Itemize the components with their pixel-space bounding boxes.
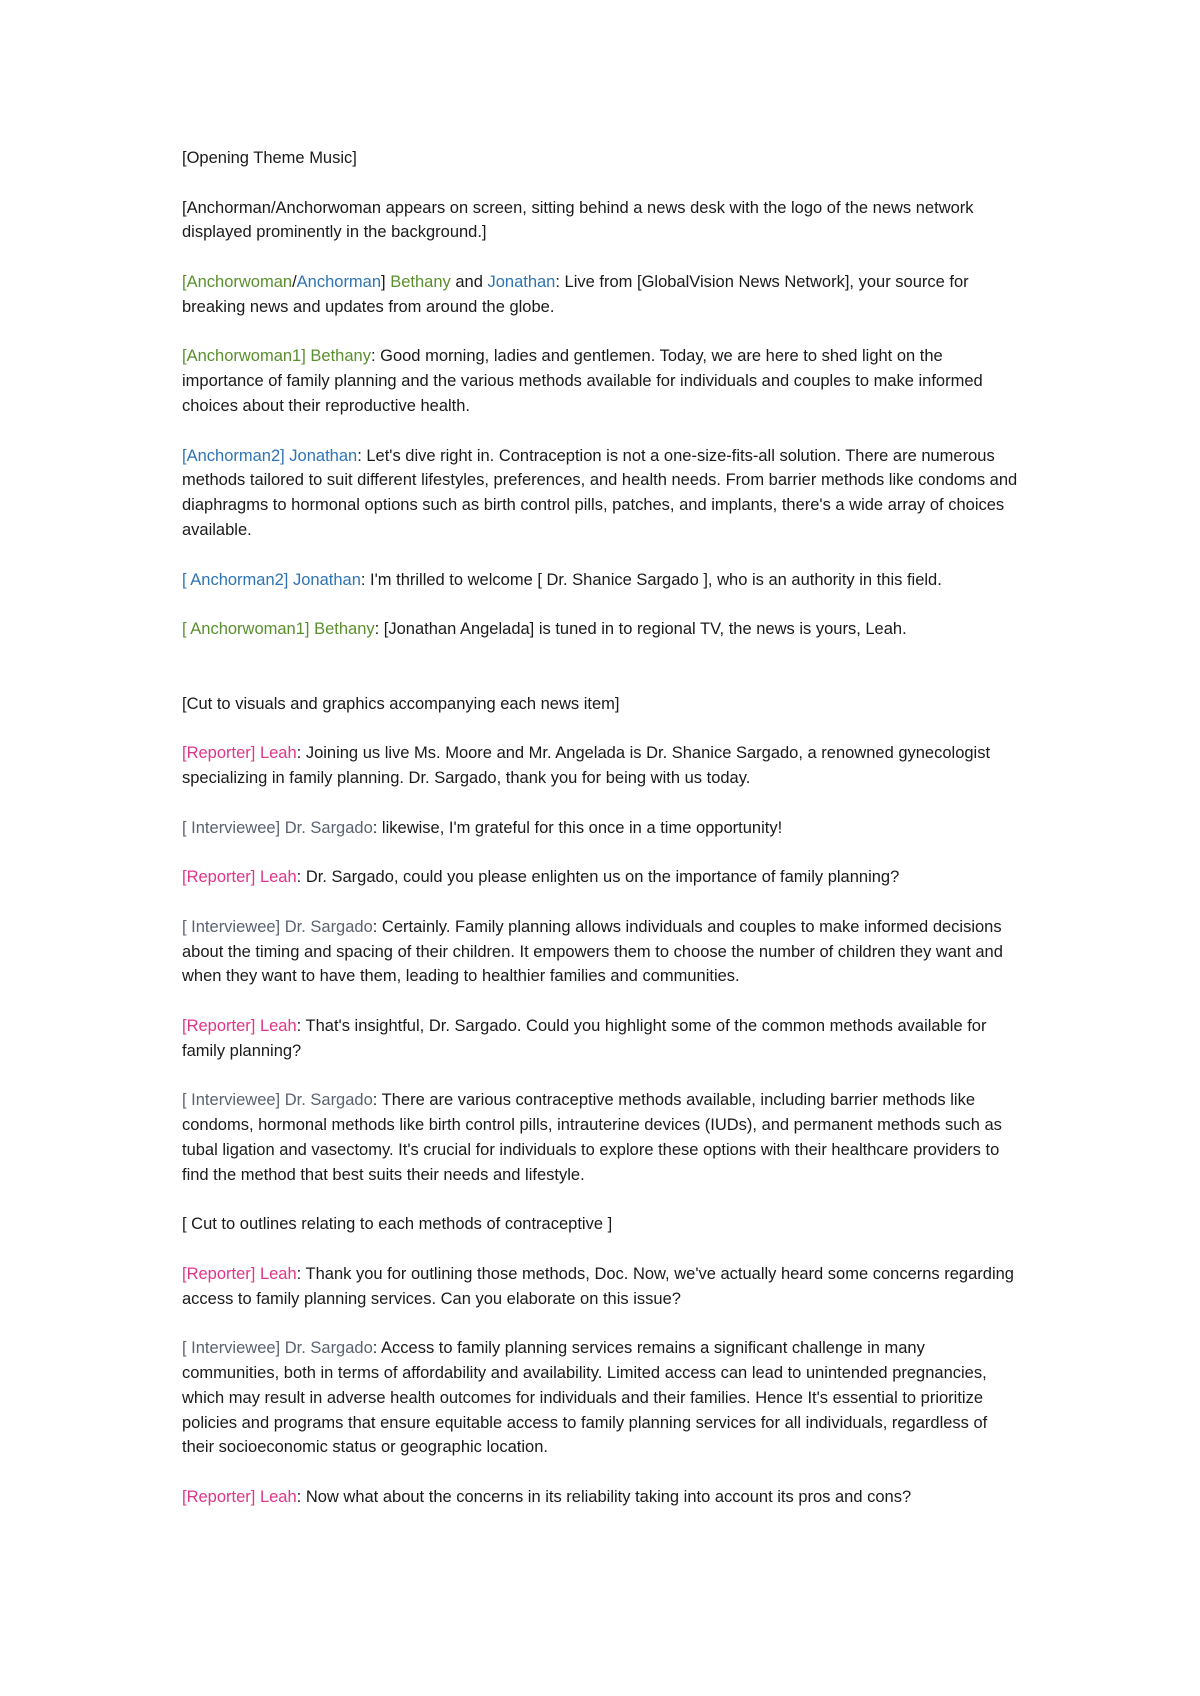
speaker-label-reporter: [Reporter] Leah xyxy=(182,1016,297,1035)
script-paragraph xyxy=(182,816,1022,841)
dialogue-text: [Anchorman/Anchorwoman appears on screen, sitting behind a news desk with the logo of the news network displayed prominently in the background.] xyxy=(182,198,974,242)
dialogue-text: : Now what about the concerns in its reliability taking into account its pros and cons? xyxy=(296,1488,912,1507)
speaker-label-reporter: [Reporter] Leah xyxy=(182,1264,297,1283)
dialogue-text: / xyxy=(292,272,297,291)
script-paragraph xyxy=(182,344,1022,418)
script-paragraph xyxy=(182,1212,1022,1237)
script-paragraph xyxy=(182,1262,1022,1312)
dialogue-text: : Access to family planning services remains a significant challenge in many communities, both in terms of affordability and availability. Limited access can lead to unintended pregnancies, which may result in adverse health outcomes for individuals and their families. Hence It's essential to prioritize policies and programs that ensure equitable access to family planning services for all individuals, regardless of their socioeconomic status or geographic location. xyxy=(182,1339,988,1457)
script-paragraph xyxy=(182,568,1022,593)
speaker-label-anchorwoman: [Anchorwoman1] Bethany xyxy=(182,347,371,366)
dialogue-text: [Opening Theme Music] xyxy=(182,149,357,167)
dialogue-text: : Dr. Sargado, could you please enlighten us on the importance of family planning? xyxy=(296,868,900,887)
dialogue-text: [ Cut to outlines relating to each methods of contraceptive ] xyxy=(182,1215,613,1234)
script-paragraph xyxy=(182,1088,1022,1187)
speaker-label-anchorwoman: Bethany xyxy=(390,272,451,291)
script-paragraph xyxy=(182,270,1022,320)
speaker-label-anchorman: Jonathan xyxy=(487,272,556,291)
script-paragraph xyxy=(182,444,1022,543)
speaker-label-anchorwoman: [ Anchorwoman1] Bethany xyxy=(182,620,375,639)
dialogue-text: : That's insightful, Dr. Sargado. Could you highlight some of the common methods available for family planning? xyxy=(182,1016,987,1060)
script-paragraph xyxy=(182,1485,1022,1510)
speaker-label-anchorman: [Anchorman2] Jonathan xyxy=(182,446,358,465)
script-paragraph xyxy=(182,741,1022,791)
speaker-label-reporter: [Reporter] Leah xyxy=(182,1488,297,1507)
dialogue-text: ] xyxy=(381,272,391,291)
speaker-label-anchorwoman: [Anchorwoman xyxy=(182,272,293,291)
script-paragraph xyxy=(182,915,1022,989)
dialogue-text: : [Jonathan Angelada] is tuned in to regional TV, the news is yours, Leah. xyxy=(374,620,907,639)
dialogue-text: [Cut to visuals and graphics accompanying each news item] xyxy=(182,694,620,713)
dialogue-text: : I'm thrilled to welcome [ Dr. Shanice Sargado ], who is an authority in this field. xyxy=(360,570,942,589)
speaker-label-interviewee: [ Interviewee] Dr. Sargado xyxy=(182,818,373,837)
dialogue-text: : Let's dive right in. Contraception is not a one-size-fits-all solution. There are numerous methods tailored to suit different lifestyles, preferences, and health needs. From barrier methods like condoms and diaphragms to hormonal options such as birth control pills, patches, and implants, there's a wide array of choices available. xyxy=(182,446,1018,539)
speaker-label-reporter: [Reporter] Leah xyxy=(182,868,297,887)
dialogue-text: : Good morning, ladies and gentlemen. Today, we are here to shed light on the importance of family planning and the various methods available for individuals and couples to make informed choices about their reproductive health. xyxy=(182,347,983,415)
script-body xyxy=(182,146,1022,1535)
dialogue-text: : Certainly. Family planning allows individuals and couples to make informed decisions about the timing and spacing of their children. It empowers them to choose the number of children they want and when they want to have them, leading to healthier families and communities. xyxy=(182,917,1003,986)
speaker-label-anchorman: [ Anchorman2] Jonathan xyxy=(182,570,361,589)
dialogue-text: : likewise, I'm grateful for this once in a time opportunity! xyxy=(372,818,783,837)
speaker-label-interviewee: [ Interviewee] Dr. Sargado xyxy=(182,1091,373,1110)
script-paragraph xyxy=(182,692,1022,717)
dialogue-text: : Thank you for outlining those methods, Doc. Now, we've actually heard some concerns regarding access to family planning services. Can you elaborate on this issue? xyxy=(182,1264,1014,1308)
speaker-label-reporter: [Reporter] Leah xyxy=(182,744,297,763)
speaker-label-anchorman: Anchorman xyxy=(296,272,382,291)
dialogue-text: : Live from [GlobalVision News Network], your source for breaking news and updates from around the globe. xyxy=(182,272,969,316)
script-paragraph xyxy=(182,865,1022,890)
script-paragraph xyxy=(182,1336,1022,1460)
dialogue-text: and xyxy=(450,272,488,291)
script-paragraph xyxy=(182,617,1022,642)
script-paragraph xyxy=(182,146,1022,171)
script-paragraph xyxy=(182,196,1022,246)
dialogue-text: : There are various contraceptive methods available, including barrier methods like condoms, hormonal methods like birth control pills, intrauterine devices (IUDs), and permanent methods such as tubal ligation and vasectomy. It's crucial for individuals to explore these options with their healthcare providers to find the method that best suits their needs and lifestyle. xyxy=(182,1091,1002,1184)
dialogue-text: : Joining us live Ms. Moore and Mr. Angelada is Dr. Shanice Sargado, a renowned gynecologist specializing in family planning. Dr. Sargado, thank you for being with us today. xyxy=(182,744,991,787)
script-paragraph xyxy=(182,1014,1022,1064)
speaker-label-interviewee: [ Interviewee] Dr. Sargado xyxy=(182,917,373,936)
speaker-label-interviewee: [ Interviewee] Dr. Sargado xyxy=(182,1339,373,1358)
